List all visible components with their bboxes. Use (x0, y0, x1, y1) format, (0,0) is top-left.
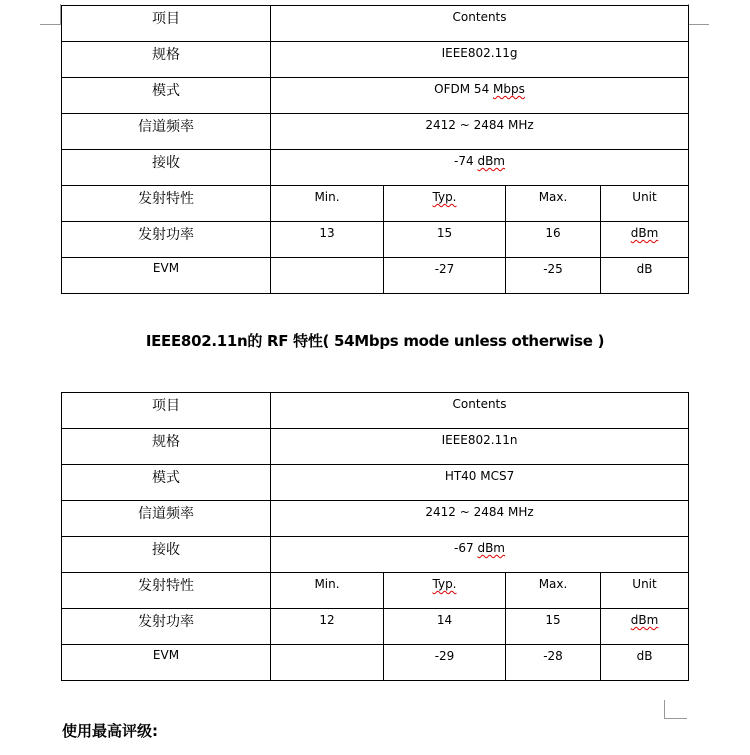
row-label: EVM (62, 645, 271, 681)
row-label: 规格 (62, 42, 271, 78)
min-value (271, 258, 384, 294)
table-row (62, 465, 689, 501)
row-value: 2412 ~ 2484 MHz (271, 114, 689, 150)
table-row (62, 42, 689, 78)
min-value: 12 (271, 609, 384, 645)
row-value: IEEE802.11n (271, 429, 689, 465)
table-row (62, 429, 689, 465)
unit-header: Unit (601, 186, 689, 222)
typ-header: Typ. (384, 573, 506, 609)
table-row (62, 78, 689, 114)
max-value: -25 (506, 258, 601, 294)
unit-value: dB (601, 645, 689, 681)
table-row (62, 222, 689, 258)
table-row (62, 114, 689, 150)
table-row (62, 258, 689, 294)
item-header: 项目 (62, 393, 271, 429)
typ-value: 14 (384, 609, 506, 645)
max-value: 16 (506, 222, 601, 258)
row-value: OFDM 54 Mbps (271, 78, 689, 114)
table-row (62, 645, 689, 681)
min-value (271, 645, 384, 681)
table-row (62, 537, 689, 573)
min-value: 13 (271, 222, 384, 258)
table-row (62, 150, 689, 186)
row-value: -74 dBm (271, 150, 689, 186)
table-row (62, 186, 689, 222)
max-value: -28 (506, 645, 601, 681)
contents-header: Contents (271, 393, 689, 429)
unit-header: Unit (601, 573, 689, 609)
row-label: 发射功率 (62, 222, 271, 258)
row-value: -67 dBm (271, 537, 689, 573)
row-label: 规格 (62, 429, 271, 465)
table-row (62, 609, 689, 645)
unit-value: dBm (601, 222, 689, 258)
table-row (62, 6, 689, 42)
row-label: 信道频率 (62, 501, 271, 537)
corner-crop-mark-top-left (40, 4, 61, 25)
max-value: 15 (506, 609, 601, 645)
typ-header: Typ. (384, 186, 506, 222)
rf-characteristics-caption: IEEE802.11n的 RF 特性( 54Mbps mode unless otherwise ) (145, 332, 605, 350)
row-label: 发射功率 (62, 609, 271, 645)
row-value: IEEE802.11g (271, 42, 689, 78)
row-label: 模式 (62, 78, 271, 114)
table-row (62, 573, 689, 609)
row-value: HT40 MCS7 (271, 465, 689, 501)
table-row (62, 501, 689, 537)
row-label: 接收 (62, 537, 271, 573)
row-label: 模式 (62, 465, 271, 501)
row-label: 发射特性 (62, 573, 271, 609)
spec-table-11n (61, 392, 689, 681)
min-header: Min. (271, 186, 384, 222)
min-header: Min. (271, 573, 384, 609)
row-label: EVM (62, 258, 271, 294)
corner-crop-mark-top-right (688, 4, 709, 25)
typ-value: -29 (384, 645, 506, 681)
item-header: 项目 (62, 6, 271, 42)
corner-crop-mark-bottom-right (664, 700, 687, 719)
row-label: 信道频率 (62, 114, 271, 150)
unit-value: dBm (601, 609, 689, 645)
contents-header: Contents (271, 6, 689, 42)
max-rating-heading: 使用最高评级: (62, 722, 158, 740)
row-label: 发射特性 (62, 186, 271, 222)
max-header: Max. (506, 186, 601, 222)
unit-value: dB (601, 258, 689, 294)
typ-value: 15 (384, 222, 506, 258)
table-row (62, 393, 689, 429)
row-label: 接收 (62, 150, 271, 186)
mbps-unit: Mbps (493, 82, 525, 96)
max-header: Max. (506, 573, 601, 609)
row-value: 2412 ~ 2484 MHz (271, 501, 689, 537)
spec-table-11g (61, 5, 689, 294)
typ-value: -27 (384, 258, 506, 294)
